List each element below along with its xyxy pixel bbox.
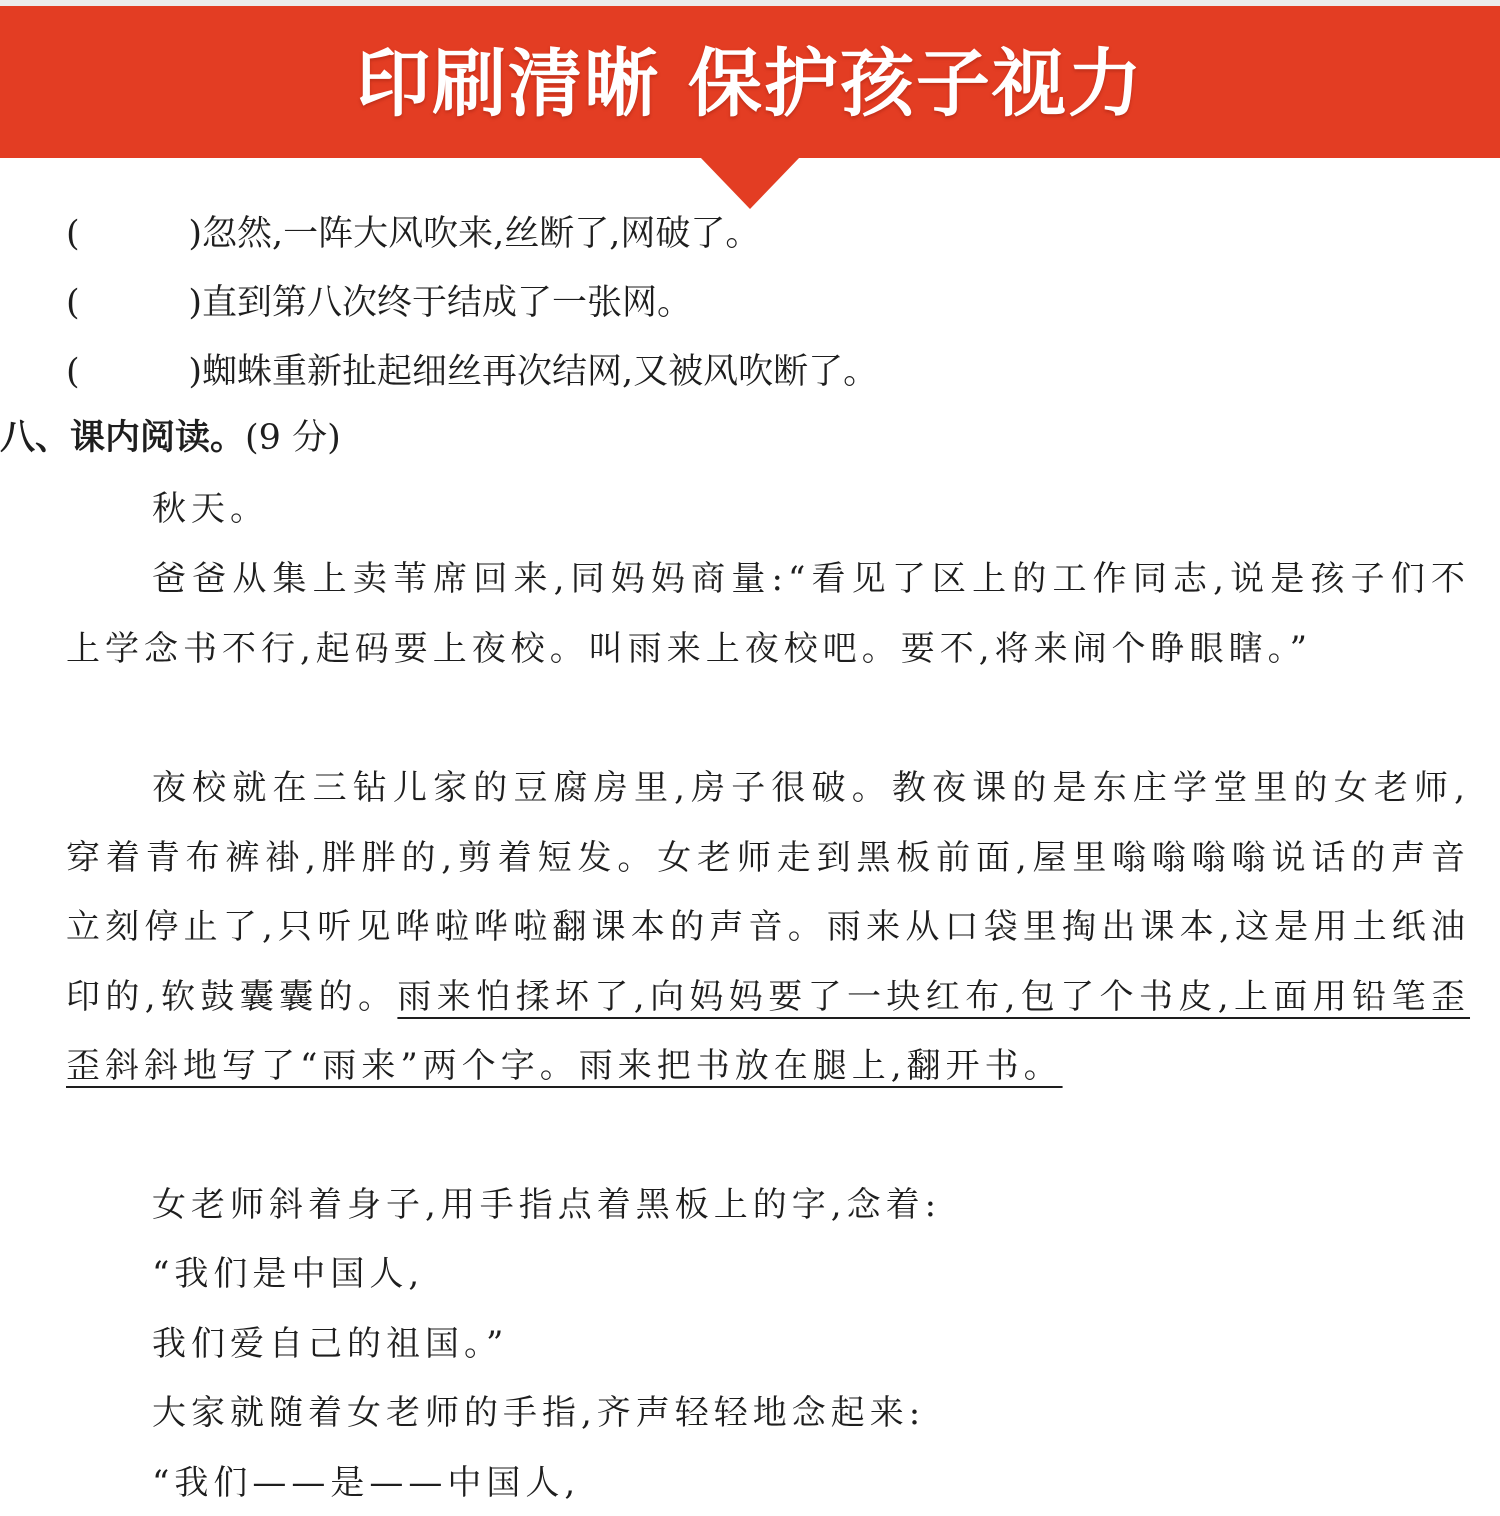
answer-blank[interactable] <box>66 350 202 394</box>
banner-top-border <box>0 0 1500 6</box>
section-title: 八、课内阅读。 <box>0 418 246 458</box>
ordering-option-2 <box>66 281 692 325</box>
underlined-sentence: 雨来怕揉坏了,向妈妈要了一块红布,包了个书皮,上面用铅笔歪歪斜斜地写了“雨来”两个字。雨来把书放在腿上,翻开书。 <box>66 976 1471 1086</box>
passage-paragraph-4: 女老师斜着身子,用手指点着黑板上的字,念着: <box>152 1185 942 1225</box>
paren-open: ( <box>66 283 80 323</box>
option-text: 忽然,一阵大风吹来,丝断了,网破了。 <box>202 214 761 254</box>
paren-close: ) <box>188 352 202 392</box>
answer-blank[interactable] <box>66 281 202 325</box>
passage-paragraph-7: 大家就随着女老师的手指,齐声轻轻地念起来: <box>152 1393 926 1433</box>
passage-paragraph-5: “我们是中国人, <box>152 1254 425 1294</box>
section-heading <box>0 416 341 460</box>
paren-open: ( <box>66 214 80 254</box>
passage-text: 夜校就在三钻儿家的豆腐房里,房子很破。教夜课的是东庄学堂里的女老师,穿着青布裤褂,胖胖的,剪着短发。女老师走到黑板前面,屋里嗡嗡嗡嗡说话的声音立刻停止了,只听见哗啦哗啦翻课本的声音。雨来从口袋里掏出课本,这是用土纸油印的,软鼓囊囊的。 <box>66 768 1470 1017</box>
option-text: 直到第八次终于结成了一张网。 <box>202 283 693 323</box>
ordering-option-1 <box>66 212 760 256</box>
banner-pointer-arrow <box>700 157 800 209</box>
passage-paragraph-2: 爸爸从集上卖苇席回来,同妈妈商量:“看见了区上的工作同志,说是孩子们不上学念书不行,起码要上夜校。叫雨来上夜校吧。要不,将来闹个睁眼瞎。” <box>66 559 1470 669</box>
paren-open: ( <box>66 352 80 392</box>
answer-blank[interactable] <box>66 212 202 256</box>
banner-title: 印刷清晰 保护孩子视力 <box>356 41 1144 127</box>
section-score: (9 分) <box>245 418 341 458</box>
passage-paragraph-1: 秋天。 <box>152 489 269 529</box>
passage-paragraph-8: “我们——是——中国人, <box>152 1463 581 1503</box>
option-text: 蜘蛛重新扯起细丝再次结网,又被风吹断了。 <box>202 352 879 392</box>
passage-paragraph-6: 我们爱自己的祖国。” <box>152 1324 509 1364</box>
ordering-option-3 <box>66 350 878 394</box>
paren-close: ) <box>188 214 202 254</box>
passage-paragraph-3 <box>66 754 1470 1102</box>
paren-close: ) <box>188 283 202 323</box>
